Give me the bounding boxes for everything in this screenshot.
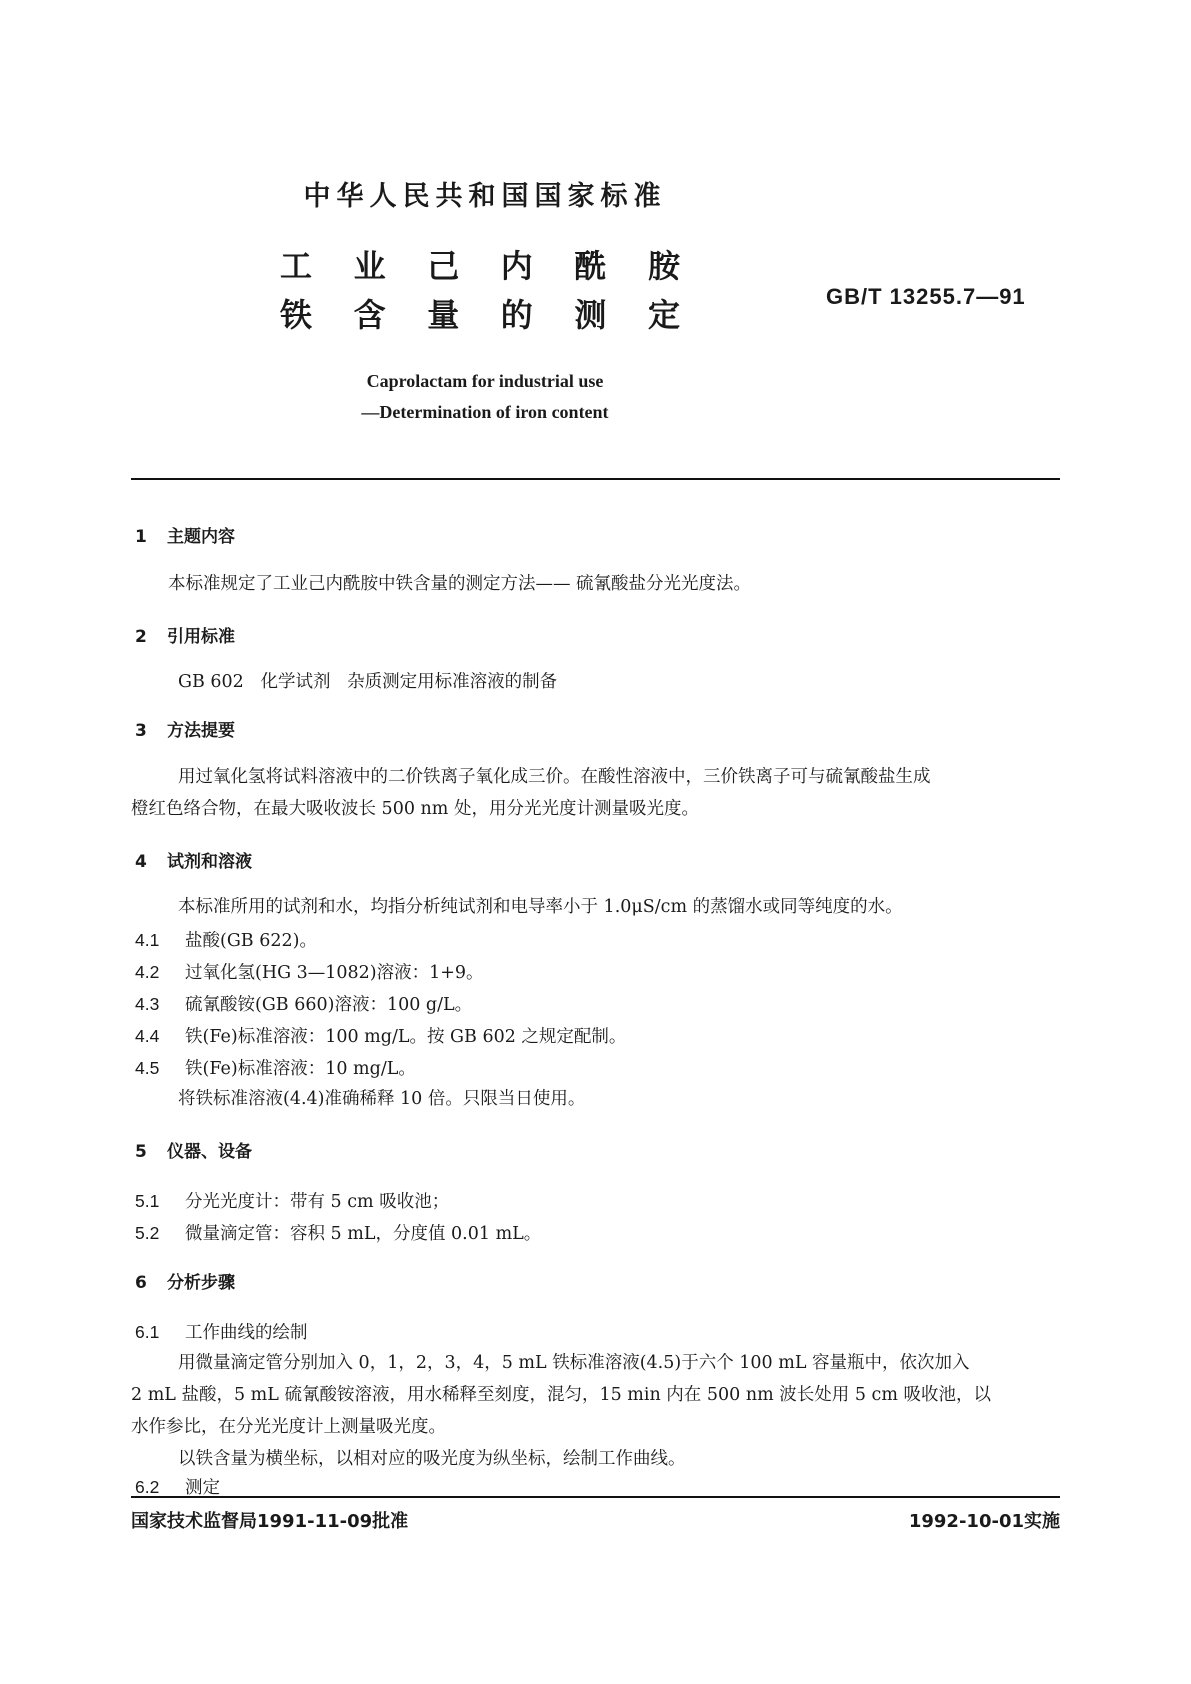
section-number: 6 <box>135 1273 147 1293</box>
footer-divider <box>131 1496 1060 1498</box>
item-text: 铁(Fe)标准溶液：10 mg/L。 <box>185 1059 416 1079</box>
section-1-heading <box>135 522 235 547</box>
english-title-line-2: —Determination of iron content <box>361 402 609 422</box>
title-char: 胺 <box>647 247 680 285</box>
item-text: 微量滴定管：容积 5 mL，分度值 0.01 mL。 <box>185 1224 542 1244</box>
section-title: 方法提要 <box>167 721 235 741</box>
section-number: 5 <box>135 1142 147 1162</box>
section-3-line-1: 用过氧化氢将试料溶液中的二价铁离子氧化成三价。在酸性溶液中，三价铁离子可与硫氰酸盐生成 <box>178 767 931 787</box>
list-item <box>135 1023 626 1048</box>
item-text: 工作曲线的绘制 <box>185 1323 308 1343</box>
title-char: 工 <box>280 247 313 285</box>
list-item <box>135 927 317 952</box>
section-6-heading <box>135 1268 235 1293</box>
section-title: 主题内容 <box>167 527 235 547</box>
list-item <box>135 1188 449 1213</box>
item-number: 4.3 <box>135 994 160 1014</box>
item-number: 5.1 <box>135 1191 160 1211</box>
section-3-heading <box>135 716 235 741</box>
english-title-line-1: Caprolactam for industrial use <box>366 371 604 391</box>
title-char: 铁 <box>280 296 313 334</box>
title-char: 的 <box>500 296 533 334</box>
title-char: 业 <box>353 247 386 285</box>
approval-date: 国家技术监督局1991-11-09批准 <box>131 1511 409 1532</box>
title-char: 含 <box>353 296 386 334</box>
item-number: 4.2 <box>135 962 160 982</box>
national-standard-heading: 中华人民共和国国家标准 <box>303 181 667 212</box>
list-item <box>135 1220 541 1245</box>
section-4-note: 将铁标准溶液(4.4)准确稀释 10 倍。只限当日使用。 <box>178 1089 586 1109</box>
item-text: 过氧化氢(HG 3—1082)溶液：1+9。 <box>185 963 484 983</box>
implementation-date: 1992-10-01实施 <box>908 1511 1060 1532</box>
title-char: 量 <box>427 296 460 334</box>
section-title: 分析步骤 <box>167 1273 235 1293</box>
list-item <box>135 1055 416 1080</box>
title-line-2 <box>280 290 680 336</box>
item-text: 测定 <box>185 1478 220 1498</box>
section-4-intro: 本标准所用的试剂和水，均指分析纯试剂和电导率小于 1.0μS/cm 的蒸馏水或同等纯度的水。 <box>178 897 903 917</box>
item-text: 分光光度计：带有 5 cm 吸收池； <box>185 1192 450 1212</box>
header-divider <box>131 478 1060 480</box>
standard-number: GB/T 13255.7—91 <box>826 284 1026 309</box>
section-number: 4 <box>135 852 147 872</box>
title-line-1 <box>280 241 680 287</box>
section-6-para-line-3: 水作参比，在分光光度计上测量吸光度。 <box>131 1417 446 1437</box>
section-title: 引用标准 <box>167 627 235 647</box>
list-item <box>135 991 472 1016</box>
section-number: 1 <box>135 527 147 547</box>
item-number: 6.2 <box>135 1477 160 1497</box>
section-2-heading <box>135 622 235 647</box>
title-char: 测 <box>574 296 607 334</box>
item-text: 硫氰酸铵(GB 660)溶液：100 g/L。 <box>185 995 473 1015</box>
item-number: 4.1 <box>135 930 160 950</box>
item-text: 盐酸(GB 622)。 <box>185 931 317 951</box>
section-title: 试剂和溶液 <box>167 852 252 872</box>
section-number: 3 <box>135 721 147 741</box>
section-2-text: GB 602 化学试剂 杂质测定用标准溶液的制备 <box>178 672 558 692</box>
subsection-6-1 <box>135 1319 308 1344</box>
title-char: 酰 <box>574 247 607 285</box>
item-number: 5.2 <box>135 1223 160 1243</box>
section-3-line-2: 橙红色络合物，在最大吸收波长 500 nm 处，用分光光度计测量吸光度。 <box>131 799 699 819</box>
section-title: 仪器、设备 <box>167 1142 252 1162</box>
item-number: 4.5 <box>135 1058 160 1078</box>
title-char: 己 <box>427 247 460 285</box>
item-number: 6.1 <box>135 1322 160 1342</box>
section-1-text: 本标准规定了工业己内酰胺中铁含量的测定方法—— 硫氰酸盐分光光度法。 <box>168 574 752 594</box>
list-item <box>135 959 484 984</box>
item-text: 铁(Fe)标准溶液：100 mg/L。按 GB 602 之规定配制。 <box>185 1027 627 1047</box>
section-6-para-line-4: 以铁含量为横坐标，以相对应的吸光度为纵坐标，绘制工作曲线。 <box>178 1449 686 1469</box>
title-char: 内 <box>500 247 533 285</box>
section-6-para-line-2: 2 mL 盐酸，5 mL 硫氰酸铵溶液，用水稀释至刻度，混匀，15 min 内在 500 nm 波长处用 5 cm 吸收池，以 <box>131 1385 991 1405</box>
section-4-heading <box>135 847 252 872</box>
item-number: 4.4 <box>135 1026 160 1046</box>
section-5-heading <box>135 1137 252 1162</box>
title-char: 定 <box>647 296 680 334</box>
section-6-para-line-1: 用微量滴定管分别加入 0，1，2，3，4，5 mL 铁标准溶液(4.5)于六个 100 mL 容量瓶中，依次加入 <box>178 1353 970 1373</box>
section-number: 2 <box>135 627 147 647</box>
